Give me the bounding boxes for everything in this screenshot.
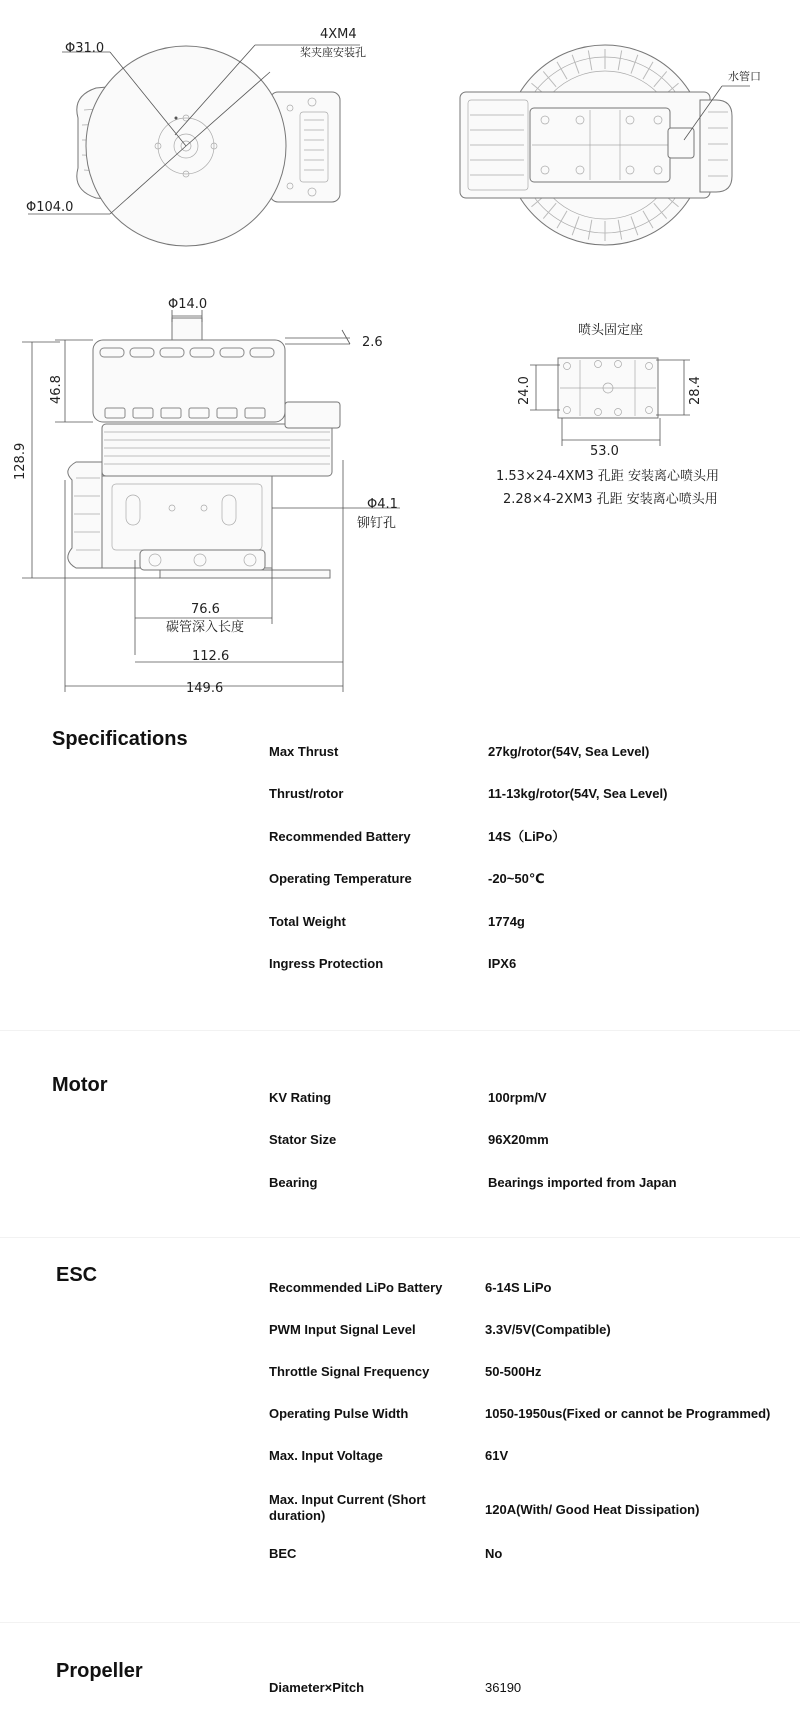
spec-row xyxy=(0,829,800,859)
spec-value: 6-14S LiPo xyxy=(485,1280,552,1295)
spec-label: Recommended LiPo Battery xyxy=(269,1280,443,1295)
spec-row xyxy=(0,1406,800,1436)
spec-value: 100rpm/V xyxy=(488,1090,547,1105)
spec-value: IPX6 xyxy=(488,956,517,971)
spec-label: Bearing xyxy=(269,1175,318,1190)
spec-label: Thrust/rotor xyxy=(269,786,344,801)
inner-length-label: 112.6 xyxy=(192,649,230,664)
spec-value: 96X20mm xyxy=(488,1132,549,1147)
spec-value: 11-13kg/rotor(54V, Sea Level) xyxy=(488,786,668,801)
section-divider xyxy=(0,1622,800,1623)
spec-label: Ingress Protection xyxy=(269,956,384,971)
motor-title: Motor xyxy=(52,1074,108,1096)
esc-section xyxy=(0,1264,800,1594)
spec-value: 61V xyxy=(485,1448,509,1463)
spec-value: -20~50℃ xyxy=(488,871,545,886)
spec-label: Throttle Signal Frequency xyxy=(269,1364,430,1379)
spec-value: 27kg/rotor(54V, Sea Level) xyxy=(488,744,650,759)
prop-bore-label: Φ31.0 xyxy=(65,41,105,56)
section-divider xyxy=(0,1030,800,1031)
spec-value: 1774g xyxy=(488,914,525,929)
tube-depth-label: 76.6 xyxy=(191,602,220,617)
specifications-title: Specifications xyxy=(52,728,188,750)
technical-drawing xyxy=(0,0,800,700)
motor-section xyxy=(0,1074,800,1234)
spec-row xyxy=(0,1546,800,1576)
spec-value: 3.3V/5V(Compatible) xyxy=(485,1322,611,1337)
nozzle-height-right: 28.4 xyxy=(688,376,703,405)
mount-holes-note: 桨夹座安装孔 xyxy=(300,46,366,59)
spec-row xyxy=(0,914,800,944)
total-length-label: 149.6 xyxy=(186,681,224,696)
top-gap-label: 2.6 xyxy=(362,335,383,350)
nozzle-note-2: 2.28×4-2XM3 孔距 安装离心喷头用 xyxy=(503,492,718,507)
spec-label: Diameter×Pitch xyxy=(269,1680,365,1695)
spec-row xyxy=(0,786,800,816)
spec-label: Total Weight xyxy=(269,914,346,929)
spec-label: Max Thrust xyxy=(269,744,339,759)
spec-label: Operating Pulse Width xyxy=(269,1406,409,1421)
propeller-section xyxy=(0,1660,800,1712)
spec-row xyxy=(0,1175,800,1205)
rivet-hole-note: 铆钉孔 xyxy=(357,516,397,531)
spec-label: PWM Input Signal Level xyxy=(269,1322,416,1337)
tube-depth-note: 碳管深入长度 xyxy=(166,620,245,635)
section-divider xyxy=(0,1237,800,1238)
nozzle-mount xyxy=(530,358,690,446)
esc-title: ESC xyxy=(56,1264,98,1286)
spec-value: 120A(With/ Good Heat Dissipation) xyxy=(485,1502,700,1517)
spec-value: 14S（LiPo） xyxy=(488,829,566,844)
spec-label: Stator Size xyxy=(269,1132,337,1147)
spec-label: Max. Input Voltage xyxy=(269,1448,383,1463)
spec-label: Operating Temperature xyxy=(269,871,412,886)
nozzle-width: 53.0 xyxy=(590,444,619,459)
mount-holes-label: 4XM4 xyxy=(320,27,357,42)
shaft-diameter-label: Φ14.0 xyxy=(168,297,208,312)
spec-row xyxy=(0,871,800,901)
spec-value: No xyxy=(485,1546,503,1561)
specifications-section xyxy=(0,728,800,1028)
spec-value: Bearings imported from Japan xyxy=(488,1175,677,1190)
spec-label: Max. Input Current (Short duration) xyxy=(269,1492,426,1523)
spec-row xyxy=(0,1090,800,1120)
nozzle-height-left: 24.0 xyxy=(517,376,532,405)
spec-row xyxy=(0,1280,800,1310)
top-view xyxy=(28,45,360,246)
spec-row xyxy=(0,956,800,986)
spec-label: KV Rating xyxy=(269,1090,332,1105)
spec-row xyxy=(0,1492,800,1522)
water-port-label: 水管口 xyxy=(728,70,761,83)
outer-diameter-label: Φ104.0 xyxy=(26,200,74,215)
spec-row xyxy=(0,744,800,774)
spec-label: BEC xyxy=(269,1546,297,1561)
spec-value: 1050-1950us(Fixed or cannot be Programmed) xyxy=(485,1406,771,1421)
nozzle-note-1: 1.53×24-4XM3 孔距 安装离心喷头用 xyxy=(496,469,719,484)
total-height-label: 128.9 xyxy=(13,442,28,480)
rivet-hole-label: Φ4.1 xyxy=(367,497,398,512)
motor-height-label: 46.8 xyxy=(49,375,64,404)
spec-row xyxy=(0,1448,800,1478)
spec-row xyxy=(0,1132,800,1162)
spec-label: Recommended Battery xyxy=(269,829,411,844)
spec-value: 36190 xyxy=(485,1680,522,1695)
bottom-view xyxy=(460,45,750,245)
spec-row xyxy=(0,1322,800,1352)
spec-value: 50-500Hz xyxy=(485,1364,542,1379)
nozzle-mount-title: 喷头固定座 xyxy=(578,323,644,338)
spec-row xyxy=(0,1680,800,1710)
propeller-title: Propeller xyxy=(56,1660,143,1682)
spec-row xyxy=(0,1364,800,1394)
